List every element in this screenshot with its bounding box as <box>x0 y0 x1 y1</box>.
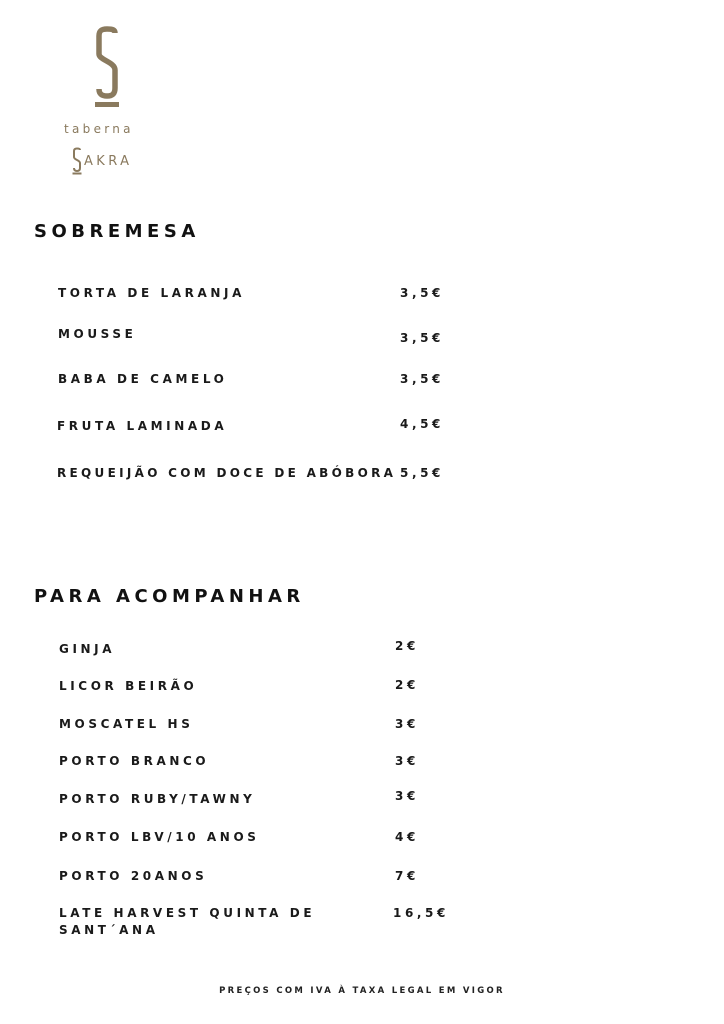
item-name: PORTO LBV/10 ANOS <box>59 830 260 844</box>
brand-small-monogram-icon <box>72 147 82 175</box>
footer-tax-note: PREÇOS COM IVA À TAXA LEGAL EM VIGOR <box>219 986 505 996</box>
item-price: 3,5€ <box>400 331 445 345</box>
brand-logo <box>58 26 158 182</box>
item-name: TORTA DE LARANJA <box>58 286 245 300</box>
section-title-sobremesa: SOBREMESA <box>34 221 200 242</box>
item-name: REQUEIJÃO COM DOCE DE ABÓBORA <box>57 466 397 480</box>
item-name: PORTO RUBY/TAWNY <box>59 792 256 806</box>
item-price: 5,5€ <box>400 466 445 480</box>
item-name: GINJA <box>59 642 116 656</box>
item-name: MOUSSE <box>58 327 137 341</box>
brand-monogram-icon <box>94 26 120 108</box>
item-price: 3€ <box>395 789 419 803</box>
item-name: PORTO 20ANOS <box>59 869 208 883</box>
item-name: BABA DE CAMELO <box>58 372 228 386</box>
item-price: 3€ <box>395 754 419 768</box>
item-name: LATE HARVEST QUINTA DE SANT´ANA <box>59 906 316 937</box>
item-price: 2€ <box>395 639 419 653</box>
item-price: 4€ <box>395 830 419 844</box>
brand-name-sakra <box>72 146 132 176</box>
item-price: 3,5€ <box>400 286 445 300</box>
item-price: 2€ <box>395 678 419 692</box>
item-price: 4,5€ <box>400 417 445 431</box>
item-price: 3€ <box>395 717 419 731</box>
section-title-para-acompanhar: PARA ACOMPANHAR <box>34 586 305 607</box>
item-name: PORTO BRANCO <box>59 754 210 768</box>
brand-name-sakra-text: AKRA <box>84 153 133 169</box>
item-name: MOSCATEL HS <box>59 717 194 731</box>
item-name: FRUTA LAMINADA <box>57 419 228 433</box>
item-price: 16,5€ <box>393 906 449 920</box>
brand-name-taberna: taberna <box>64 122 134 136</box>
item-name: LICOR BEIRÃO <box>59 679 198 693</box>
item-price: 3,5€ <box>400 372 445 386</box>
item-price: 7€ <box>395 869 419 883</box>
